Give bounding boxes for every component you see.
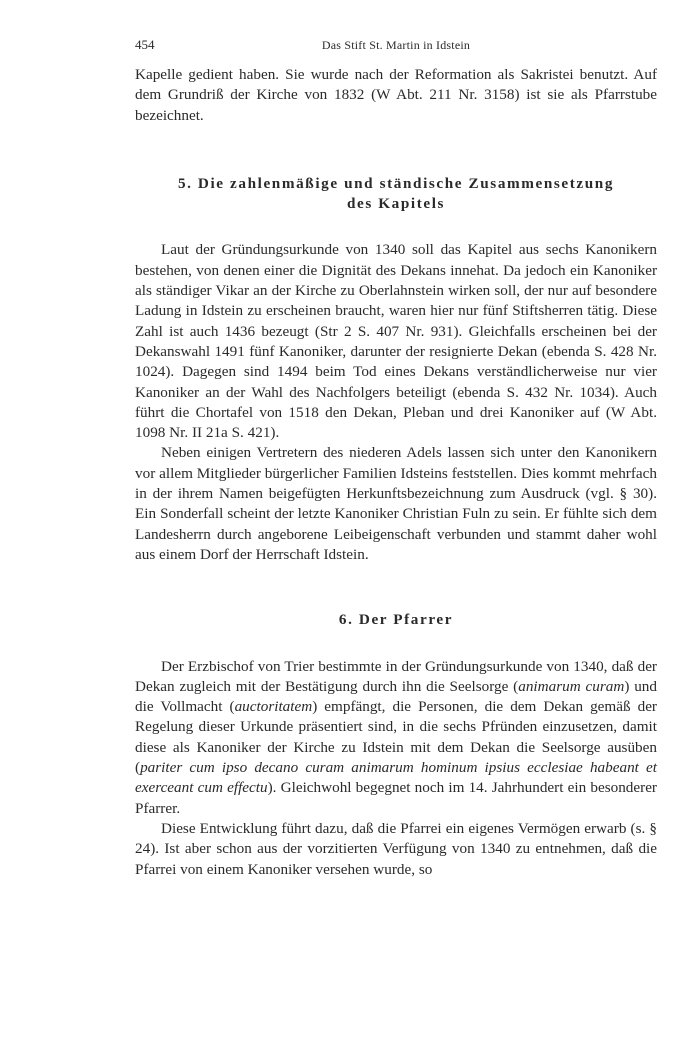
section-5-heading-line-2: des Kapitels (346, 195, 446, 213)
section-6-paragraph-2: Diese Entwicklung führt dazu, daß die Pfarrei ein eigenes Vermögen erwarb (s. § 24). Ist aber schon aus der vorzitierten Verfügung von 1340 zu entnehmen, daß die Pfarrei von einem Kanoniker versehen wurde, so (135, 819, 657, 878)
section-6-p1-text-d: ). Gleichwohl begegnet noch im 14. Jahrhundert ein besonderer Pfarrer. (135, 779, 657, 817)
book-page (135, 34, 657, 880)
section-6-p1-text-b: ) und die Vollmacht ( (135, 677, 657, 716)
section-5-heading-line-1: 5. Die zahlenmäßige und ständische Zusammensetzung (177, 174, 615, 192)
latin-auctoritatem: auctoritatem (234, 698, 313, 716)
running-head (135, 34, 657, 56)
section-5-paragraph-1: Laut der Gründungsurkunde von 1340 soll das Kapitel aus sechs Kanonikern bestehen, von denen einer die Dignität des Dekans innehat. Da jedoch ein Kanoniker als ständiger Vikar an der Kirche zu Oberlahnstein wirken soll, der nur auf besondere Ladung in Idstein zu erscheinen braucht, waren hier nur fünf Stiftsherren tätig. Diese Zahl ist auch 1436 bezeugt (Str 2 S. 407 Nr. 931). Gleichfalls erscheinen bei der Dekanswahl 1491 fünf Kanoniker, darunter der resignierte Dekan (ebenda S. 428 Nr. 1024). Dagegen sind 1494 beim Tod eines Dekans verständlicherweise nur vier Kanoniker an der Wahl des Nachfolgers beteiligt (ebenda S. 432 Nr. 1034). Auch führt die Chortafel von 1518 den Dekan, Pleban und drei Kanoniker auf (W Abt. 1098 Nr. II 21a S. 421). (135, 241, 657, 442)
section-6-p1-text-a: Der Erzbischof von Trier bestimmte in der Gründungsurkunde von 1340, daß der Dekan zugleich mit der Bestätigung durch ihn die Seelsorge ( (135, 657, 657, 695)
page-number: 454 (135, 37, 155, 52)
section-6-paragraph-1 (135, 657, 657, 819)
section-5-heading (135, 174, 657, 215)
section-6-heading-text: 6. Der Pfarrer (338, 611, 454, 629)
section-6-p1-text-c: ) empfängt, die Personen, die dem Dekan gemäß der Regelung dieser Urkunde präsentiert sind, in die sechs Pfründen einzusetzen, damit diese als Kanoniker der Kirche zu Idstein mit dem Dekan die Seelsorge ausüben ( (135, 698, 657, 777)
running-title: Das Stift St. Martin in Idstein (321, 38, 471, 52)
section-6-heading (135, 610, 657, 630)
latin-quotation: pariter cum ipso decano curam animarum hominum ipsius ecclesiae habeant et exerceant cum effectu (135, 759, 657, 797)
latin-animarum-curam: animarum curam (518, 677, 625, 695)
intro-paragraph: Kapelle gedient haben. Sie wurde nach der Reformation als Sakristei benutzt. Auf dem Grundriß der Kirche von 1832 (W Abt. 211 Nr. 3158) ist sie als Pfarrstube bezeichnet. (135, 66, 657, 124)
section-5-paragraph-2: Neben einigen Vertretern des niederen Adels lassen sich unter den Kanonikern vor allem Mitglieder bürgerlicher Familien Idsteins feststellen. Dies kommt mehrfach in der ihrem Namen beigefügten Herkunftsbezeichnung zum Ausdruck (vgl. § 30). Ein Sonderfall scheint der letzte Kanoniker Christian Fuln zu sein. Er fühlte sich dem Landesherrn durch angeborene Leibeigenschaft verbunden und stammt daher wohl aus einem Dorf der Herrschaft Idstein. (135, 444, 657, 563)
